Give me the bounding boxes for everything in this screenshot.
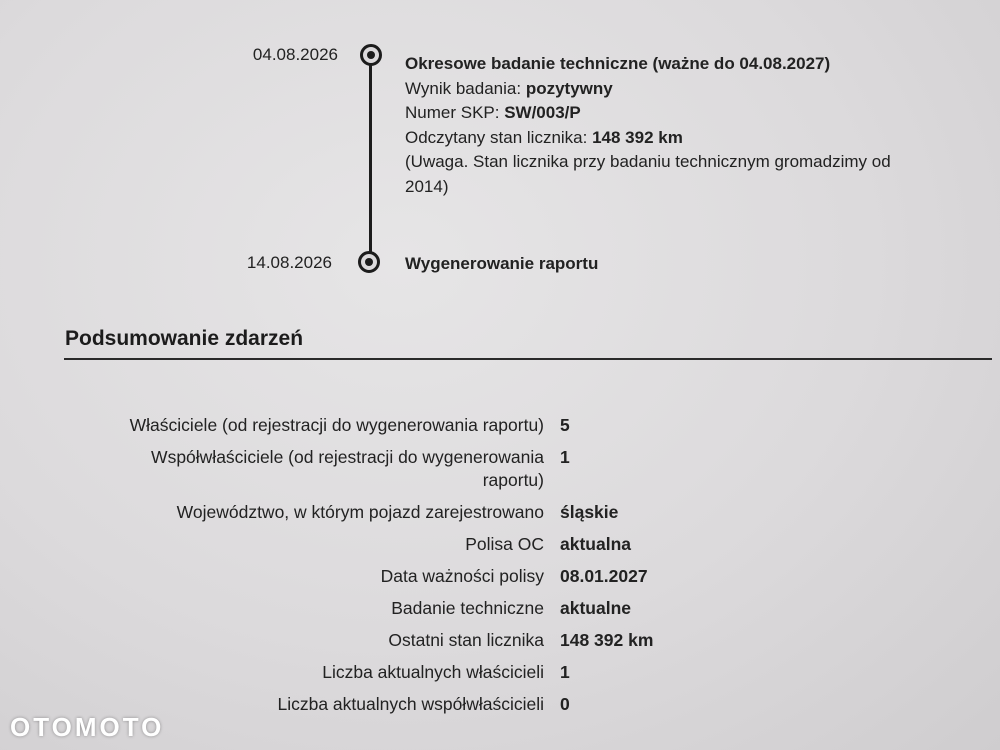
detail-value: pozytywny <box>525 78 613 98</box>
row-label: Ostatni stan licznika <box>388 630 544 650</box>
summary-row-inspection <box>70 597 970 620</box>
event-title: Okresowe badanie techniczne (ważne do 04.08.2027) <box>405 54 831 73</box>
row-label: Właściciele (od rejestracji do wygenerowania raportu) <box>129 415 544 435</box>
summary-row-current-co-owners <box>70 693 970 716</box>
summary-row-insurance <box>70 533 970 556</box>
summary-table <box>70 414 970 725</box>
summary-row-current-owners <box>70 661 970 684</box>
row-label: Data ważności polisy <box>380 566 544 586</box>
row-label: Współwłaściciele (od rejestracji do wygenerowania raportu) <box>151 447 544 490</box>
row-label: Liczba aktualnych współwłaścicieli <box>277 694 544 714</box>
row-value: 1 <box>560 447 570 467</box>
timeline-marker-icon <box>358 251 380 273</box>
section-divider <box>64 358 992 360</box>
row-value: śląskie <box>560 502 619 522</box>
event-note: (Uwaga. Stan licznika przy badaniu technicznym gromadzimy od 2014) <box>405 152 891 196</box>
timeline-date: 14.08.2026 <box>246 253 332 272</box>
detail-value: SW/003/P <box>504 103 581 122</box>
row-value: 08.01.2027 <box>560 566 648 586</box>
timeline-date: 04.08.2026 <box>252 45 338 64</box>
event-detail-result <box>405 77 945 102</box>
summary-row-odometer <box>70 629 970 652</box>
timeline-line <box>369 62 372 260</box>
timeline-marker-icon <box>360 44 382 66</box>
row-label: Badanie techniczne <box>391 598 544 618</box>
row-value: aktualne <box>560 598 631 618</box>
row-label: Liczba aktualnych właścicieli <box>322 662 544 682</box>
timeline-event-inspection <box>405 52 945 199</box>
detail-label: Wynik badania: <box>405 78 526 98</box>
row-label: Województwo, w którym pojazd zarejestrowano <box>176 502 544 522</box>
section-title: Podsumowanie zdarzeń <box>65 327 304 350</box>
event-detail-skp <box>405 101 945 126</box>
row-value: 148 392 km <box>560 630 654 650</box>
summary-row-voivodeship <box>70 501 970 524</box>
event-title: Wygenerowanie raportu <box>405 254 599 273</box>
otomoto-watermark-logo: OTOMOTO <box>10 712 165 742</box>
summary-row-insurance-expiry <box>70 565 970 588</box>
summary-row-co-owners <box>70 446 970 492</box>
row-value: 5 <box>560 415 570 435</box>
event-detail-odometer <box>405 126 945 151</box>
detail-label: Odczytany stan licznika: <box>405 127 593 147</box>
timeline-event-report <box>405 252 945 277</box>
row-value: aktualna <box>560 534 631 554</box>
summary-row-owners <box>70 414 970 437</box>
detail-value: 148 392 km <box>592 127 683 147</box>
row-value: 1 <box>560 662 570 682</box>
row-label: Polisa OC <box>465 534 544 554</box>
detail-label: Numer SKP: <box>405 103 505 122</box>
row-value: 0 <box>560 694 570 714</box>
